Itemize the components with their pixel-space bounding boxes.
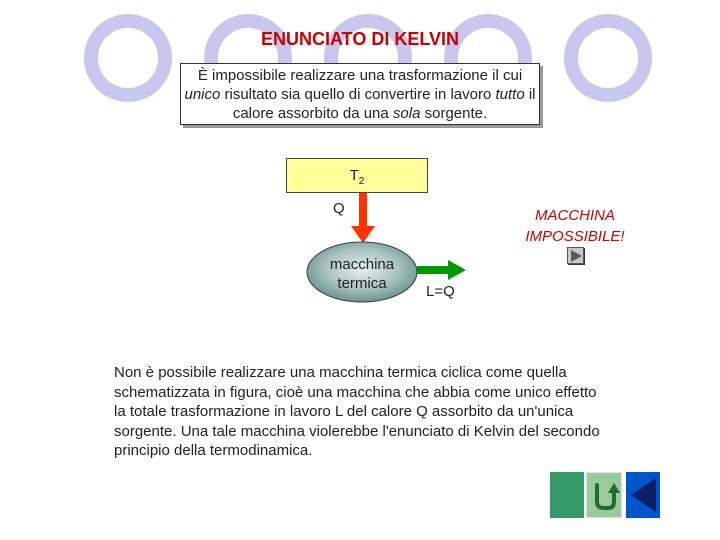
- reservoir-letter: T: [349, 167, 359, 184]
- reservoir-label: [287, 167, 427, 187]
- nav-green-button[interactable]: [550, 472, 584, 518]
- impossible-line1: MACCHINA: [534, 207, 615, 224]
- hot-reservoir-box: [286, 158, 428, 193]
- description-paragraph: Non è possibile realizzare una macchina termica ciclica come quella schematizzata in figura, cioè una macchina che abbia come unico effetto la totale trasformazione in lavoro L del calore Q assorbito da un'unica sorgente. Una tale macchina violerebbe l'enunciato di Kelvin del secondo principio della termodinamica.: [114, 364, 600, 459]
- statement-text-3: il calore assorbito da una: [232, 86, 536, 122]
- impossible-line2: IMPOSSIBILE!: [525, 228, 625, 245]
- statement-text-4: sorgente.: [420, 105, 488, 122]
- statement-text-2: risultato sia quello di convertire in lavoro: [220, 86, 496, 103]
- statement-emphasis-sola: sola: [392, 105, 421, 122]
- statement-emphasis-tutto: tutto: [495, 86, 525, 103]
- machine-label-line2: termica: [337, 275, 387, 292]
- work-arrow: [417, 260, 466, 280]
- slide-title: ENUNCIATO DI KELVIN: [260, 29, 459, 49]
- return-button[interactable]: [586, 472, 622, 518]
- back-triangle-icon: [626, 472, 660, 518]
- heat-label: Q: [333, 200, 345, 217]
- reservoir-subscript: 2: [358, 176, 365, 187]
- play-icon: [570, 250, 582, 262]
- impossible-machine-label: [510, 205, 640, 247]
- return-arrow-icon: [587, 473, 623, 519]
- work-label: L=Q: [426, 283, 455, 300]
- statement-text-1: È impossibile realizzare una trasformazione il cui: [197, 67, 523, 84]
- play-button[interactable]: [567, 247, 584, 264]
- back-button[interactable]: [626, 472, 660, 518]
- machine-label: [306, 255, 418, 293]
- statement-emphasis-unico: unico: [184, 86, 221, 103]
- heat-arrow: [351, 193, 375, 243]
- machine-label-line1: macchina: [329, 256, 395, 273]
